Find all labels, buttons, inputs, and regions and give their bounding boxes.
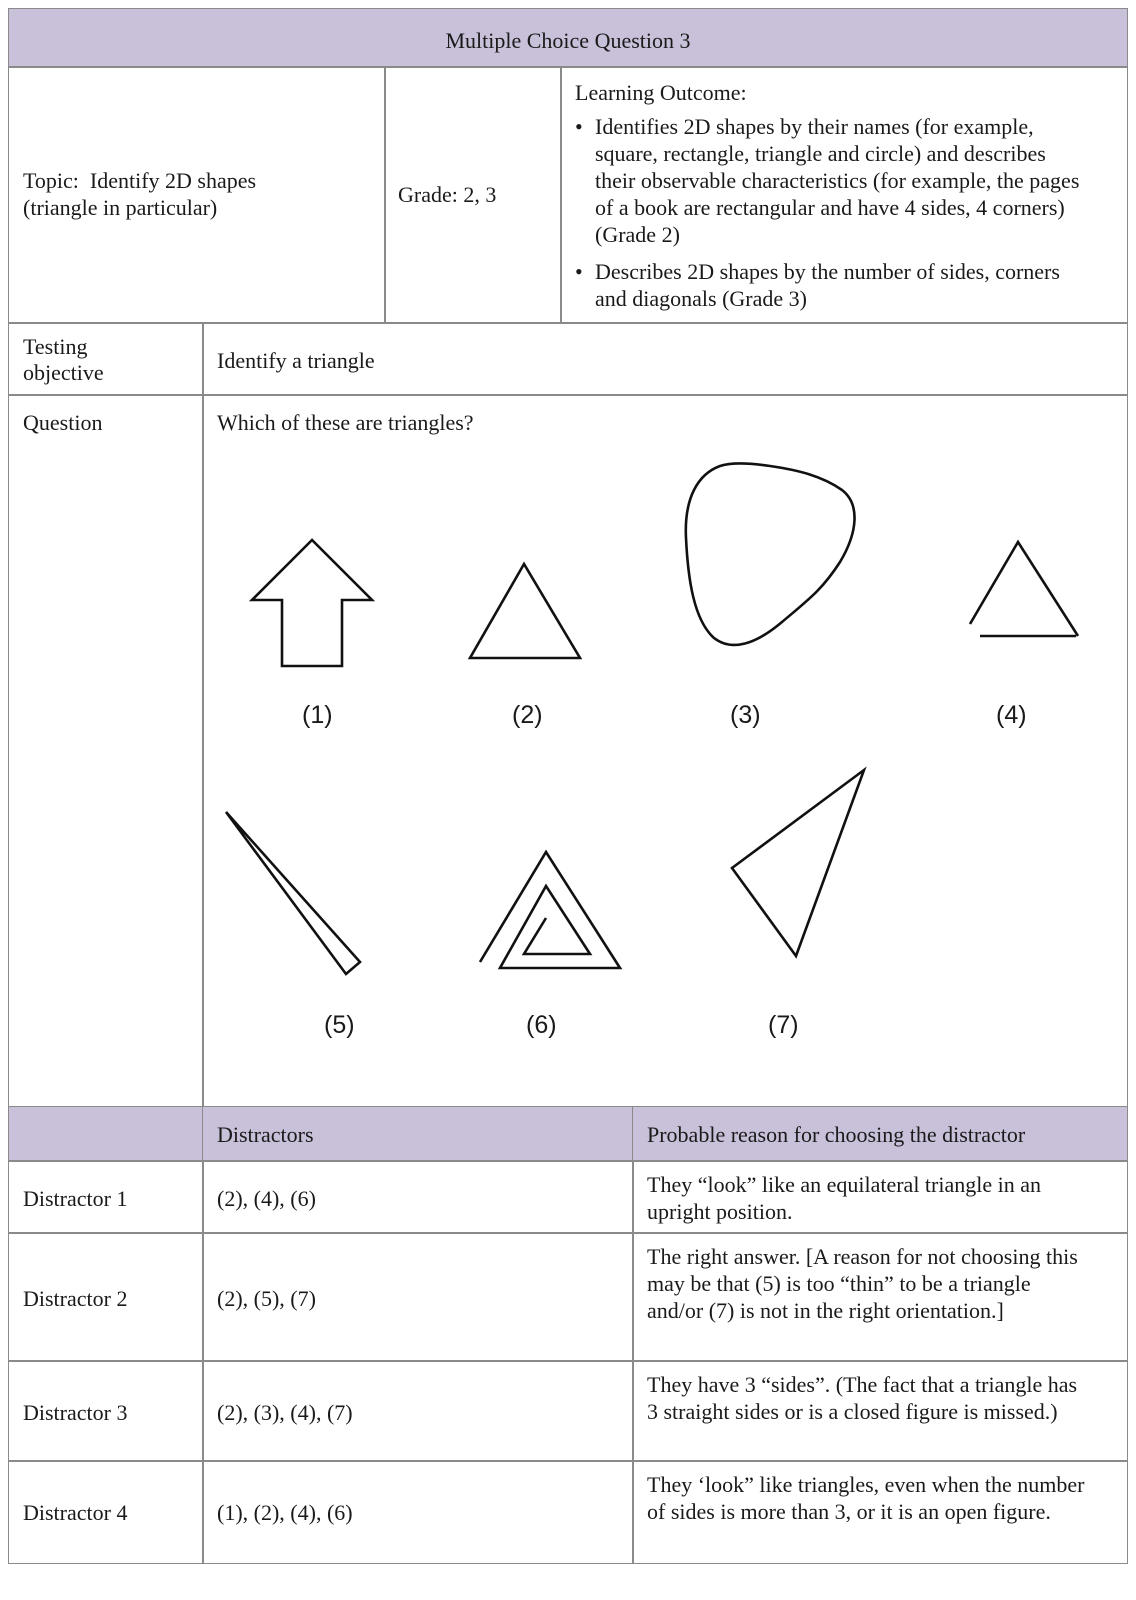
distractor-options-cell	[202, 1232, 634, 1362]
distractor-options-cell	[202, 1360, 634, 1462]
shape-label-5: (5)	[324, 1011, 355, 1039]
distractor-reason-cell	[632, 1460, 1128, 1564]
distractor-options-cell	[202, 1160, 634, 1234]
spiral-triangle-icon	[480, 852, 620, 968]
shape-label-1: (1)	[302, 701, 333, 729]
shapes-figure	[8, 8, 1128, 1108]
topic-label: Topic:	[23, 168, 79, 193]
topic-value: Identify 2D shapes	[89, 168, 257, 193]
testing-objective-label-line2: objective	[23, 360, 104, 385]
tilted-triangle-icon	[732, 770, 864, 956]
distractor-reason-cell	[632, 1360, 1128, 1462]
distractor-reason-cell	[632, 1160, 1128, 1234]
table-header-distractors	[202, 1106, 634, 1162]
distractor-options-cell	[202, 1460, 634, 1564]
shape-label-6: (6)	[526, 1011, 557, 1039]
triangle-icon	[470, 564, 580, 658]
rounded-blob-icon	[686, 463, 855, 645]
learning-outcome-item: • Describes 2D shapes by the number of sides, corners and diagonals (Grade 3)	[595, 258, 1085, 312]
question-document	[8, 8, 1128, 1592]
distractor-reason: They have 3 “sides”. (The fact that a triangle has 3 straight sides or is a closed figure is missed.)	[647, 1372, 1078, 1424]
distractor-reason: The right answer. [A reason for not choosing this may be that (5) is too “thin” to be a triangle and/or (7) is not in the right orientation.]	[647, 1244, 1078, 1323]
table-row	[8, 1460, 204, 1564]
distractor-name: Distractor 1	[23, 1186, 128, 1211]
distractor-reason: They ‘look” like triangles, even when the number of sides is more than 3, or it is an open figure.	[647, 1472, 1085, 1524]
testing-objective-label-line1: Testing	[23, 334, 88, 359]
distractor-name: Distractor 2	[23, 1286, 128, 1311]
shape-label-4: (4)	[996, 701, 1027, 729]
distractor-name: Distractor 4	[23, 1500, 128, 1525]
learning-outcome-heading: Learning Outcome:	[575, 80, 747, 105]
distractor-options: (2), (4), (6)	[217, 1186, 316, 1211]
shape-label-3: (3)	[730, 701, 761, 729]
open-triangle-icon	[970, 542, 1078, 636]
table-row	[8, 1360, 204, 1462]
question-text: Which of these are triangles?	[217, 410, 474, 435]
table-header-reason-text: Probable reason for choosing the distractor	[647, 1122, 1026, 1147]
question-label: Question	[23, 410, 103, 435]
table-header-reason	[632, 1106, 1128, 1162]
table-header-distractors-text: Distractors	[217, 1122, 314, 1147]
distractor-reason: They “look” like an equilateral triangle in an upright position.	[647, 1172, 1042, 1224]
thin-triangle-icon	[226, 812, 360, 974]
page-title: Multiple Choice Question 3	[445, 28, 691, 53]
distractor-name: Distractor 3	[23, 1400, 128, 1425]
table-row	[8, 1160, 204, 1234]
table-header-blank	[8, 1106, 204, 1162]
shape-label-7: (7)	[768, 1011, 799, 1039]
distractor-options: (2), (5), (7)	[217, 1286, 316, 1311]
distractor-options: (1), (2), (4), (6)	[217, 1500, 353, 1525]
testing-objective-value: Identify a triangle	[217, 348, 375, 373]
distractor-options: (2), (3), (4), (7)	[217, 1400, 353, 1425]
shape-label-2: (2)	[512, 701, 543, 729]
table-row	[8, 1232, 204, 1362]
learning-outcome-item: • Identifies 2D shapes by their names (for example, square, rectangle, triangle and circle) and describes their observable characteristics (for example, the pages of a book are rectangular and have 4 sides, 4 corners) (Grade 2)	[595, 113, 1085, 248]
topic-value-line2: (triangle in particular)	[23, 195, 218, 220]
arrow-shape-icon	[252, 540, 372, 666]
distractor-reason-cell	[632, 1232, 1128, 1362]
grade-text: Grade: 2, 3	[398, 182, 497, 207]
